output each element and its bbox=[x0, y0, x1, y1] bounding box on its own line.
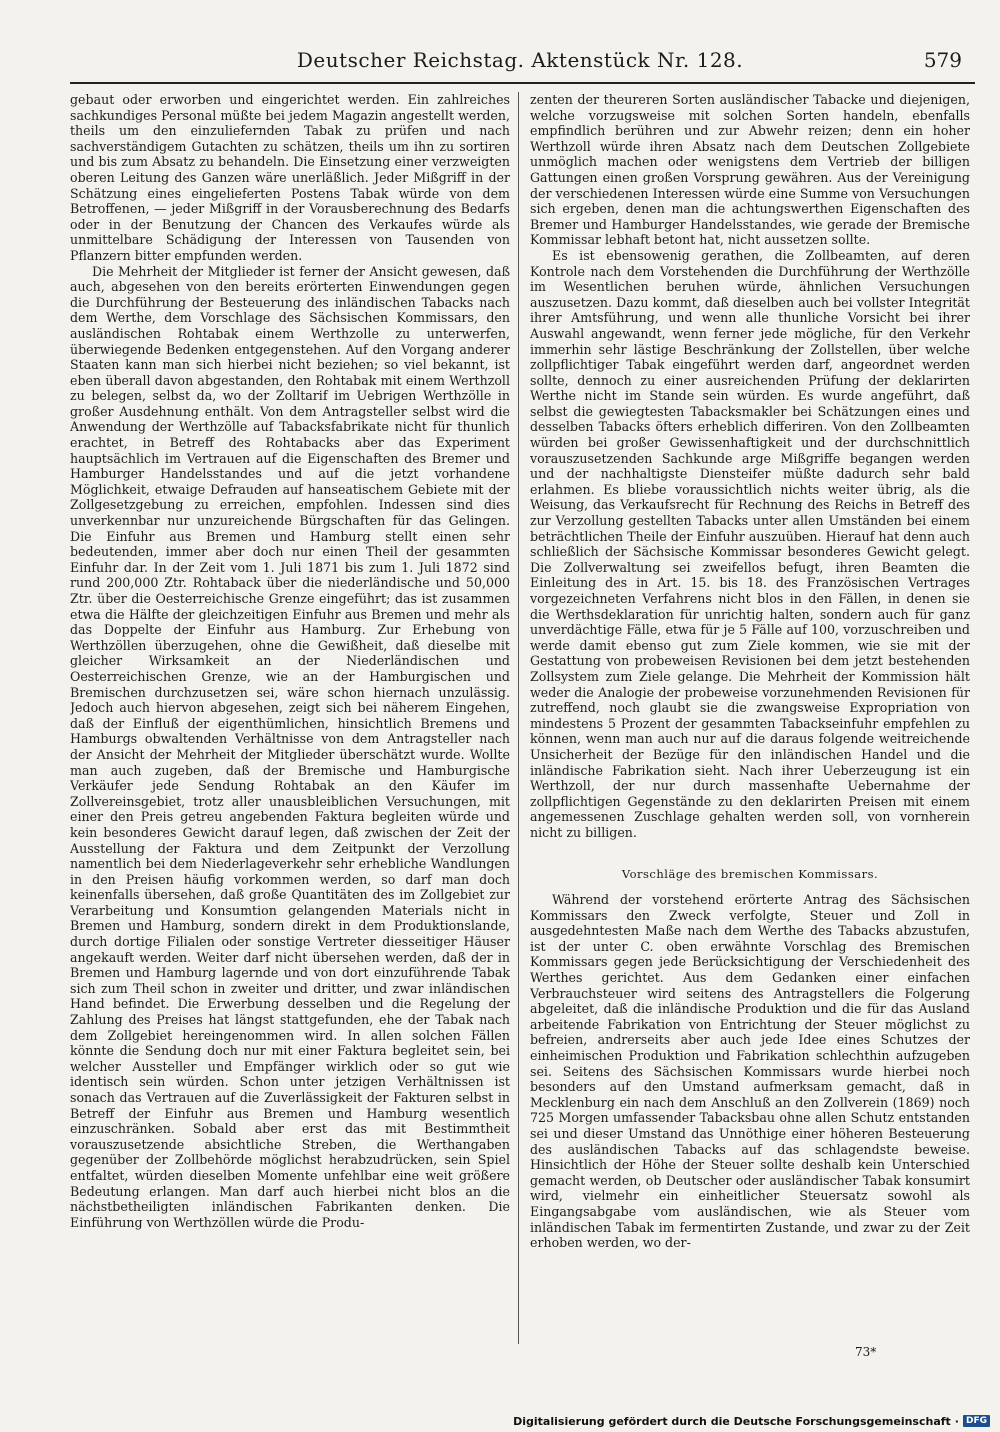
paragraph: zenten der theureren Sorten ausländischer Tabacke und diejenigen, welche vorzugsweise mit solchen Sorten handeln, ebenfalls empfindlich berühren und zur Abwehr reizen; denn ein hoher Werthzoll würde ihren Absatz nach dem Deutschen Zollgebiete unmöglich machen oder wenigstens dem Vertrieb der billigen Gattungen einen großen Vorsprung gewähren. Aus der Vereinigung der verschiedenen Interessen würde eine Summe von Versuchungen sich ergeben, denen man die achtungswerthen Eigenschaften des Bremer und Hamburger Handelsstandes, wie gerade der Bremische Kommissar lebhaft betont hat, nicht aussetzen sollte. bbox=[530, 92, 970, 248]
paragraph: Es ist ebensowenig gerathen, die Zollbeamten, auf deren Kontrole nach dem Vorstehenden die Durchführung der Werthzölle im Wesentlichen beruhen würde, ähnlichen Versuchungen auszusetzen. Dazu kommt, daß dieselben auch bei vollster Integrität ihrer Amtsführung, und wenn alle thunliche Vorsicht bei ihrer Auswahl angewandt, wenn ferner jede mögliche, für den Verkehr immerhin sehr lästige Beschränkung der Zollstellen, über welche zollpflichtiger Tabak eingeführt werden darf, angeordnet werden sollte, dennoch zu einer ausreichenden Prüfung der deklarirten Werthe nicht im Stande sein würden. Es wurde angeführt, daß selbst die gewiegtesten Tabacksmakler bei Schätzungen eines und desselben Tabacks öfters erheblich differiren. Von den Zollbeamten würden bei großer Gewissenhaftigkeit und der durchschnittlich vorauszusetzenden Sachkunde arge Mißgriffe begangen werden und der nachhaltigste Diensteifer müßte dadurch sehr bald erlahmen. Es bliebe voraussichtlich nichts weiter übrig, als die Weisung, das Verkaufsrecht für Rechnung des Reichs in Betreff des zur Verzollung gestellten Tabacks unter allen Umständen bei einem beträchtlichen Theile der Einfuhr auszuüben. Hierauf hat denn auch schließlich der Sächsische Kommissar besonderes Gewicht gelegt. Die Zollverwaltung sei zweifellos befugt, ihren Beamten die Einleitung des in Art. 15. bis 18. des Französischen Vertrages vorgezeichneten Verfahrens nicht blos in den Fällen, in denen sie die Werthsdeklaration für unrichtig halten, sondern auch für ganz unverdächtige Fälle, etwa für je 5 Fälle auf 100, vorzuschreiben und werde damit ebenso gut zum Ziele kommen, wie sie mit der Gestattung von probeweisen Revisionen bei dem jetzt bestehenden Zollsystem zum Ziele gelange. Die Mehrheit der Kommission hält weder die Analogie der probeweise vorzunehmenden Revisionen für zutreffend, noch glaubt sie die zwangsweise Expropriation von mindestens 5 Prozent der gesammten Tabackseinfuhr empfehlen zu können, wenn man auch nur auf die daraus folgende weitreichende Unsicherheit der Bezüge für den inländischen Handel und die inländische Fabrikation sieht. Nach ihrer Ueberzeugung ist ein Werthzoll, der nur durch massenhafte Uebernahme der zollpflichtigen Gegenstände zu den deklarirten Preisen mit einem angemessenen Zuschlage gehalten werden soll, von vornherein nicht zu billigen. bbox=[530, 247, 970, 840]
paragraph: gebaut oder erworben und eingerichtet werden. Ein zahlreiches sachkundiges Personal müßte bei jedem Magazin angestellt werden, theils um den einzuliefernden Tabak zu prüfen und nach sachverständigem Gutachten zu schätzen, theils um ihn zu sortiren und bis zum Absatz zu behandeln. Die Einsetzung einer verzweigten oberen Leitung des Ganzen wäre unerläßlich. Jeder Mißgriff in der Schätzung eines eingelieferten Postens Tabak würde von dem Betroffenen, — jeder Mißgriff in der Vorausberechnung des Bedarfs oder in der Benutzung der Chancen des Verkaufes würde als unmittelbare Schädigung der Interessen von Tausenden von Pflanzern bitter empfunden werden. bbox=[70, 92, 510, 263]
column-divider bbox=[518, 92, 519, 1344]
separator-dot: · bbox=[954, 1414, 959, 1428]
dfg-logo-icon: DFG bbox=[963, 1415, 990, 1427]
section-heading: Vorschläge des bremischen Kommissars. bbox=[621, 866, 879, 881]
sheet-signature: 73* bbox=[855, 1345, 877, 1359]
running-title: Deutscher Reichstag. Aktenstück Nr. 128. bbox=[296, 48, 744, 72]
page-header bbox=[70, 40, 970, 80]
page-number: 579 bbox=[923, 48, 962, 72]
footer-text: Digitalisierung gefördert durch die Deutsche Forschungsgemeinschaft bbox=[513, 1414, 951, 1428]
right-column bbox=[530, 92, 970, 1344]
paragraph: Die Mehrheit der Mitglieder ist ferner der Ansicht gewesen, daß auch, abgesehen von den bereits erörterten Einwendungen gegen die Durchführung der Besteuerung des inländischen Tabacks nach dem Werthe, dem Vorschlage des Sächsischen Kommissars, den ausländischen Rohtabak einem Werthzolle zu unterwerfen, überwiegende Bedenken entgegenstehen. Auf den Vorgang anderer Staaten kann man sich hierbei nicht beziehen; so viel bekannt, ist eben überall davon abgestanden, den Rohtabak mit einem Werthzoll zu belegen, selbst da, wo der Zolltarif im Uebrigen Werthzölle in großer Ausdehnung enthält. Von dem Antragsteller selbst wird die Anwendung der Werthzölle auf Tabacksfabrikate nicht für thunlich erachtet, in Betreff des Rohtabacks aber das Experiment hauptsächlich im Vertrauen auf die Eigenschaften des Bremer und Hamburger Handelsstandes und auf die jetzt vorhandene Möglichkeit, etwaige Defrauden auf hanseatischem Gebiete mit der Zollgesetzgebung zu erreichen, empfohlen. Indessen sind dies unverkennbar nur unzureichende Bürgschaften für das Gelingen. Die Einfuhr aus Bremen und Hamburg stellt einen sehr bedeutenden, immer aber doch nur einen Theil der gesammten Einfuhr dar. In der Zeit vom 1. Juli 1871 bis zum 1. Juli 1872 sind rund 200,000 Ztr. Rohtaback über die niederländische und 50,000 Ztr. über die Oesterreichische Grenze eingeführt; das ist zusammen etwa die Hälfte der gleichzeitigen Einfuhr aus Bremen und mehr als das Doppelte der Einfuhr aus Hamburg. Zur Erhebung von Werthzöllen überzugehen, ohne die Gewißheit, daß dieselbe mit gleicher Wirksamkeit an der Niederländischen und Oesterreichischen Grenze, wie an der Hamburgischen und Bremischen durchzusetzen sei, wäre schon hiernach unzulässig. Jedoch auch hiervon abgesehen, zeigt sich bei näherem Eingehen, daß der Einfluß der eigenthümlichen, hinsichtlich Bremens und Hamburgs obwaltenden Verhältnisse von dem Antragsteller nach der Ansicht der Mehrheit der Mitglieder überschätzt wurde. Wollte man auch zugeben, daß der Bremische und Hamburgische Verkäufer jede Sendung Rohtabak an den Käufer im Zollvereinsgebiet, trotz aller unausbleiblichen Versuchungen, mit einer den Preis getreu angebenden Faktura begleiten würde und kein besonderes Gewicht darauf legen, daß zwischen der Zeit der Ausstellung der Faktura und dem Zeitpunkt der Verzollung namentlich bei dem Niederlageverkehr sehr erhebliche Wandlungen in den Preisen häufig vorkommen werden, so darf man doch keinenfalls übersehen, daß große Quantitäten des im Zollgebiet zur Verarbeitung und Konsumtion gelangenden Materials nicht in Bremen und Hamburg, sondern direkt in dem Produktionslande, durch dortige Filialen oder sonstige Vertreter diesseitiger Häuser angekauft werden. Weiter darf nicht übersehen werden, daß der in Bremen und Hamburg lagernde und von dort einzuführende Tabak sich zum Theil schon in zweiter und dritter, und zwar inländischen Hand befindet. Die Erwerbung desselben und die Regelung der Zahlung des Preises hat längst stattgefunden, ehe der Tabak nach dem Zollgebiet hereingenommen wird. In allen solchen Fällen könnte die Sendung doch nur mit einer Faktura begleitet sein, bei welcher Aussteller und Empfänger wirklich oder so gut wie identisch sein würden. Schon unter jetzigen Verhältnissen ist sonach das Vertrauen auf die Zuverlässigkeit der Fakturen selbst in Betreff der Einfuhr aus Bremen und Hamburg wesentlich einzuschränken. Sobald aber erst das mit Bestimmtheit vorauszusetzende absichtliche Streben, die Werthangaben gegenüber der Zollbehörde möglichst herabzudrücken, sein Spiel entfaltet, würden dieselben Momente unfehlbar eine weit größere Bedeutung erlangen. Man darf auch hierbei nicht blos an die nächstbetheiligten inländischen Fabrikanten denken. Die Einführung von Werthzöllen würde die Produ- bbox=[70, 263, 510, 1230]
header-rule bbox=[70, 82, 975, 84]
digitization-footer bbox=[513, 1412, 990, 1430]
paragraph: Während der vorstehend erörterte Antrag des Sächsischen Kommissars den Zweck verfolgte, Steuer und Zoll in ausgedehntesten Maße nach dem Werthe des Tabacks abzustufen, ist der unter C. oben erwähnte Vorschlag des Bremischen Kommissars gegen jede Berücksichtigung der Verschiedenheit des Werthes gerichtet. Aus dem Gedanken einer einfachen Verbrauchsteuer wird seitens des Antragstellers die Folgerung abgeleitet, daß die inländische Produktion und die für das Ausland arbeitende Fabrikation von Entrichtung der Steuer möglichst zu befreien, andrerseits aber auch jede Idee eines Schutzes der einheimischen Produktion und Fabrikation schlechthin aufzugeben sei. Seitens des Sächsischen Kommissars wurde hierbei noch besonders auf den Umstand aufmerksam gemacht, daß in Mecklenburg ein nach dem Anschluß an den Zollverein (1869) noch 725 Morgen umfassender Tabacksbau ohne allen Schutz entstanden sei und dieser Umstand das Unnöthige einer höheren Besteuerung des ausländischen Tabacks auf das schlagendste beweise. Hinsichtlich der Höhe der Steuer sollte deshalb kein Unterschied gemacht werden, ob Deutscher oder ausländischer Tabak konsumirt wird, vielmehr ein einheitlicher Steuersatz sowohl als Eingangsabgabe vom ausländischen, wie als Steuer vom inländischen Tabak im fermentirten Zustande, und zwar zu der Zeit erhoben werden, wo der- bbox=[530, 892, 970, 1251]
left-column bbox=[70, 92, 510, 1344]
